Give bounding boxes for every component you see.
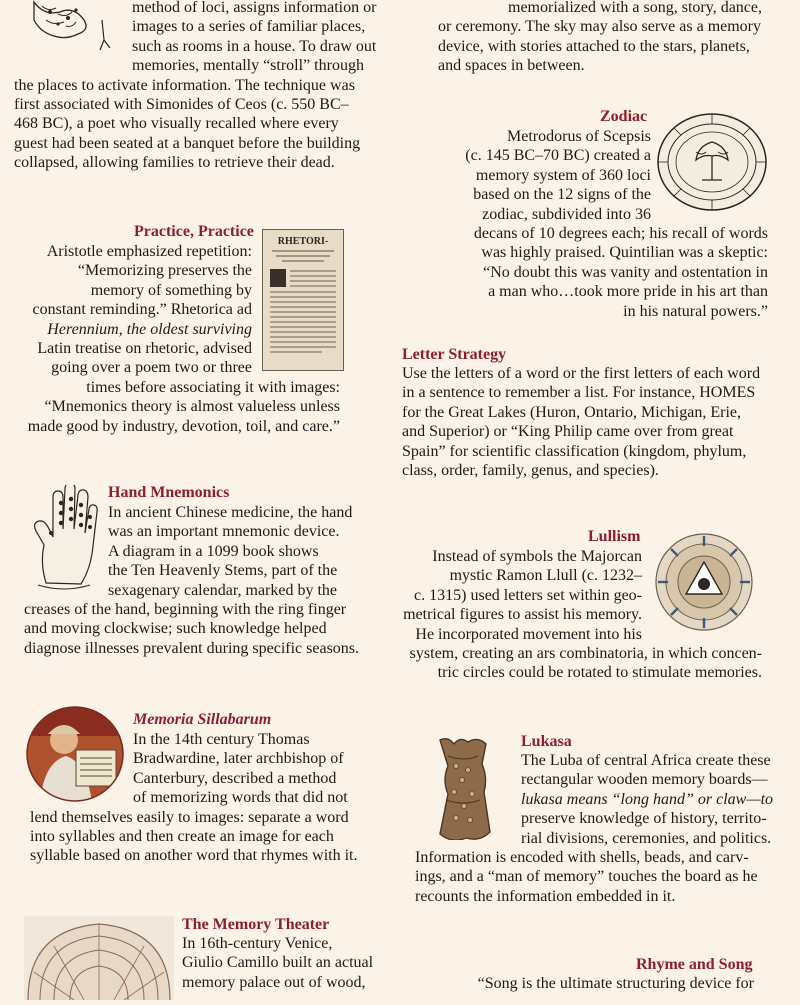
loci-line: method of loci, assigns information or (132, 0, 377, 16)
theater-line: memory palace out of wood, (182, 973, 366, 991)
zodiac-line: zodiac, subdivided into 36 (482, 205, 651, 223)
practice-line: memory of something by (90, 281, 252, 299)
loci-line: the places to activate information. The technique was (14, 76, 355, 94)
book-title: RHETORI- (277, 236, 329, 247)
lukasa-line: The Luba of central Africa create these (521, 752, 771, 769)
memoria-heading: Memoria Sillabarum (133, 711, 272, 728)
memoria-line: into syllables and then create an image for each (30, 828, 334, 846)
memoria-text (30, 730, 400, 866)
loci-text (14, 0, 394, 173)
lullism-line: system, creating an ars combinatoria, in which concen- (409, 645, 762, 663)
memoria-line: In the 14th century Thomas (133, 731, 310, 748)
practice-heading: Practice, Practice (134, 223, 254, 240)
lukasa-line: rial divisions, ceremonies, and politics. (521, 829, 772, 847)
hand-line: creases of the hand, beginning with the ring finger (24, 601, 347, 619)
hand-line: diagnose illnesses prevalent during specific seasons. (24, 639, 360, 657)
loci-line: memories, mentally “stroll” through (132, 57, 364, 75)
zodiac-text (400, 127, 768, 321)
hand-line: In ancient Chinese medicine, the hand (108, 504, 353, 521)
letter-text (402, 364, 782, 480)
zodiac-heading: Zodiac (600, 108, 648, 125)
lullism-line: Instead of symbols the Majorcan (432, 548, 642, 565)
letter-line: Use the letters of a word or the first letters of each word (402, 365, 761, 382)
zodiac-line: based on the 12 signs of the (473, 186, 651, 204)
practice-line: made good by industry, devotion, toil, and care.” (27, 417, 340, 435)
practice-line: Latin treatise on rhetoric, advised (37, 340, 252, 358)
hand-heading: Hand Mnemonics (108, 484, 230, 501)
lukasa-line: Information is encoded with shells, beads, and carv- (415, 849, 749, 867)
lullism-text (400, 547, 762, 683)
lullism-line: mystic Ramon Llull (c. 1232– (449, 567, 642, 585)
zodiac-line: decans of 10 degrees each; his recall of words (473, 225, 768, 243)
hand-line: A diagram in a 1099 book shows (108, 542, 319, 560)
practice-line: going over a poem two or three (51, 359, 252, 377)
practice-text (14, 242, 340, 436)
memoria-line: Canterbury, described a method (133, 769, 337, 787)
letter-line: in a sentence to remember a list. For instance, HOMES (402, 384, 756, 402)
loci-line: 468 BC), a poet who visually recalled where every (14, 115, 339, 133)
lukasa-text (415, 751, 790, 906)
songline-line: and spaces in between. (438, 57, 585, 75)
hand-line: and moving clockwise; such knowledge helped (24, 620, 327, 638)
hand-text (24, 503, 394, 658)
memoria-line: of memorizing words that did not (133, 789, 348, 807)
memory-theater-image (24, 916, 174, 1000)
zodiac-line: a man who…took more pride in his art than (488, 283, 768, 301)
zodiac-line: (c. 145 BC–70 BC) created a (465, 147, 651, 165)
hand-line: was an important mnemonic device. (108, 523, 340, 541)
zodiac-line: memory system of 360 loci (475, 166, 651, 184)
loci-line: collapsed, allowing families to retrieve their dead. (14, 154, 335, 172)
memoria-line: Bradwardine, later archbishop of (133, 750, 344, 768)
rhyme-line: “Song is the ultimate structuring device for (477, 975, 754, 992)
hand-line: the Ten Heavenly Stems, part of the (108, 562, 338, 580)
letter-heading: Letter Strategy (402, 346, 507, 363)
rhyme-heading: Rhyme and Song (636, 956, 753, 973)
practice-line: constant reminding.” Rhetorica ad (32, 301, 252, 319)
lukasa-line: ings, and a “man of memory” touches the board as he (415, 868, 758, 886)
letter-line: and Superior) or “King Philip came over from great (402, 423, 734, 441)
practice-line: times before associating it with images: (86, 378, 340, 396)
lullism-line: metrical figures to assist his memory. (403, 606, 642, 624)
practice-line: “Memorizing preserves the (77, 262, 252, 280)
memoria-line: lend themselves easily to images: separate a word (30, 808, 349, 826)
theater-heading: The Memory Theater (182, 916, 330, 933)
lullism-line: tric circles could be rotated to stimulate memories. (437, 664, 762, 682)
loci-line: first associated with Simonides of Ceos (c. 550 BC– (14, 96, 349, 114)
zodiac-line: in his natural powers.” (623, 302, 768, 320)
practice-line: Aristotle emphasized repetition: (46, 243, 252, 260)
letter-line: class, order, family, genus, and species). (402, 462, 659, 480)
theater-line: Giulio Camillo built an actual (182, 954, 374, 972)
loci-line: such as rooms in a house. To draw out (132, 37, 377, 55)
theater-line: In 16th-century Venice, (182, 935, 333, 952)
letter-line: for the Great Lakes (Huron, Ontario, Michigan, Erie, (402, 403, 741, 421)
loci-line: images to a series of familiar places, (132, 18, 366, 36)
lukasa-line: preserve knowledge of history, territo- (521, 810, 767, 828)
practice-line: “Mnemonics theory is almost valueless unless (44, 398, 340, 416)
rhyme-text (420, 974, 754, 993)
letter-line: Spain” for scientific classification (kingdom, phylum, (402, 442, 747, 460)
zodiac-line: Metrodorus of Scepsis (507, 128, 651, 145)
loci-line: guest had been seated at a banquet before the building (14, 134, 361, 152)
lullism-heading: Lullism (588, 528, 641, 545)
lullism-line: He incorporated movement into his (415, 625, 642, 643)
zodiac-line: was highly praised. Quintilian was a skeptic: (481, 244, 768, 262)
lukasa-line: rectangular wooden memory boards— (521, 771, 768, 789)
lullism-line: c. 1315) used letters set within geo- (414, 586, 642, 604)
practice-line: Herennium, the oldest surviving (47, 320, 252, 338)
songline-line: device, with stories attached to the stars, planets, (438, 37, 750, 55)
lukasa-line: lukasa means “long hand” or claw—to (521, 790, 774, 808)
lukasa-heading: Lukasa (521, 733, 572, 750)
zodiac-line: “No doubt this was vanity and ostentation in (483, 263, 768, 281)
memoria-line: syllable based on another word that rhymes with it. (30, 847, 358, 865)
lukasa-line: recounts the information embedded in it. (415, 887, 676, 905)
hand-line: sexagenary calendar, marked by the (108, 581, 338, 599)
songline-line: or ceremony. The sky may also serve as a memory (438, 18, 762, 36)
songline-line: memorialized with a song, story, dance, (508, 0, 762, 16)
theater-text (182, 934, 402, 992)
songline-text (438, 0, 778, 76)
